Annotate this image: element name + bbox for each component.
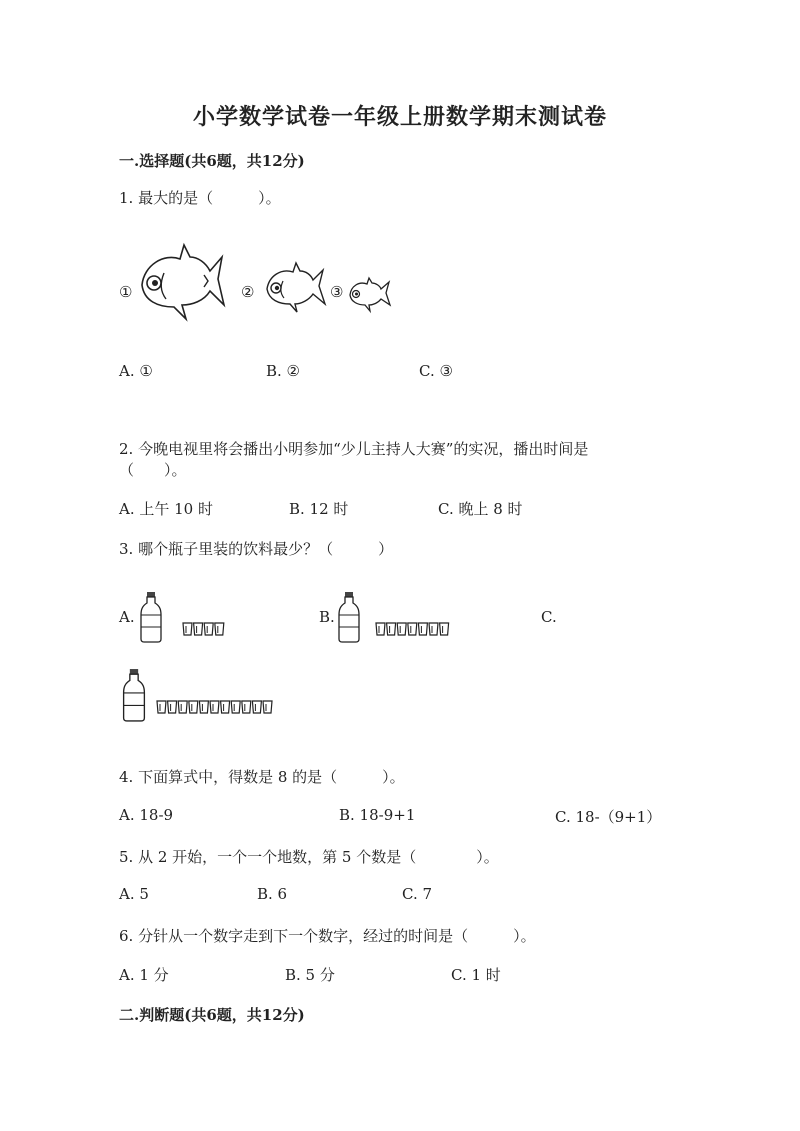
q3-option-b[interactable]: B. (319, 608, 335, 626)
cup-icon (157, 701, 166, 713)
q1-option-c[interactable]: C. ③ (419, 362, 453, 380)
cup-icon (231, 701, 240, 713)
small-fish-icon (347, 277, 391, 311)
cup-icon (215, 623, 224, 635)
q6-option-a[interactable]: A. 1 分 (119, 966, 169, 984)
cup-icon (418, 623, 427, 635)
cup-icon (204, 623, 213, 635)
cup-icon (221, 701, 230, 713)
q5-option-c[interactable]: C. 7 (402, 885, 433, 903)
bottle-icon (122, 668, 146, 722)
section-heading-choice: 一.选择题(共6题，共12分) (119, 152, 305, 170)
question-2-text-line-2: （ ）。 (119, 461, 187, 479)
q6-option-c[interactable]: C. 1 时 (451, 966, 501, 984)
cup-icon (242, 701, 251, 713)
question-2-text-line-1: 2. 今晚电视里将会播出小明参加“少儿主持人大赛”的实况，播出时间是 (119, 440, 589, 458)
cup-icon (194, 623, 203, 635)
bottle-icon (338, 591, 360, 643)
cup-icon (376, 623, 385, 635)
q3-option-a[interactable]: A. (119, 608, 135, 626)
picture-label-2: ② (241, 283, 255, 301)
question-3-text: 3. 哪个瓶子里装的饮料最少？（ ） (119, 540, 394, 558)
cup-icon (252, 701, 261, 713)
q2-option-b[interactable]: B. 12 时 (289, 500, 349, 518)
cup-icon (429, 623, 438, 635)
cup-icon (263, 701, 272, 713)
question-4-text: 4. 下面算式中，得数是 8 的是（ ）。 (119, 768, 405, 786)
large-fish-icon (134, 243, 226, 321)
q5-option-b[interactable]: B. 6 (257, 885, 288, 903)
cup-icon (199, 701, 208, 713)
picture-label-3: ③ (330, 283, 344, 301)
q3-option-c[interactable]: C. (541, 608, 557, 626)
cup-icon (210, 701, 219, 713)
picture-label-1: ① (119, 283, 133, 301)
cup-icon (408, 623, 417, 635)
cup-icon (387, 623, 396, 635)
medium-fish-icon (263, 262, 327, 312)
q4-option-b[interactable]: B. 18-9+1 (339, 806, 416, 824)
question-5-text: 5. 从 2 开始，一个一个地数，第 5 个数是（ ）。 (119, 848, 499, 866)
cup-icon (183, 623, 192, 635)
cup-icon (178, 701, 187, 713)
bottle-icon (140, 591, 162, 643)
q4-option-a[interactable]: A. 18-9 (119, 806, 174, 824)
cup-icon (189, 701, 198, 713)
q1-option-a[interactable]: A. ① (119, 362, 153, 380)
q4-option-c[interactable]: C. 18-（9+1） (555, 808, 662, 826)
q1-option-b[interactable]: B. ② (266, 362, 301, 380)
cups-group-b (375, 621, 455, 637)
question-6-text: 6. 分针从一个数字走到下一个数字，经过的时间是（ ）。 (119, 927, 536, 945)
cup-icon (168, 701, 177, 713)
section-heading-judgement: 二.判断题(共6题，共12分) (119, 1006, 305, 1024)
cup-icon (397, 623, 406, 635)
cup-icon (440, 623, 449, 635)
cups-group-c (156, 699, 276, 715)
q5-option-a[interactable]: A. 5 (119, 885, 149, 903)
page-title: 小学数学试卷一年级上册数学期末测试卷 (192, 104, 607, 130)
q2-option-a[interactable]: A. 上午 10 时 (119, 500, 213, 518)
cups-group-a (182, 621, 232, 637)
q6-option-b[interactable]: B. 5 分 (285, 966, 335, 984)
question-1-text: 1. 最大的是（ ）。 (119, 189, 281, 207)
q2-option-c[interactable]: C. 晚上 8 时 (438, 500, 523, 518)
